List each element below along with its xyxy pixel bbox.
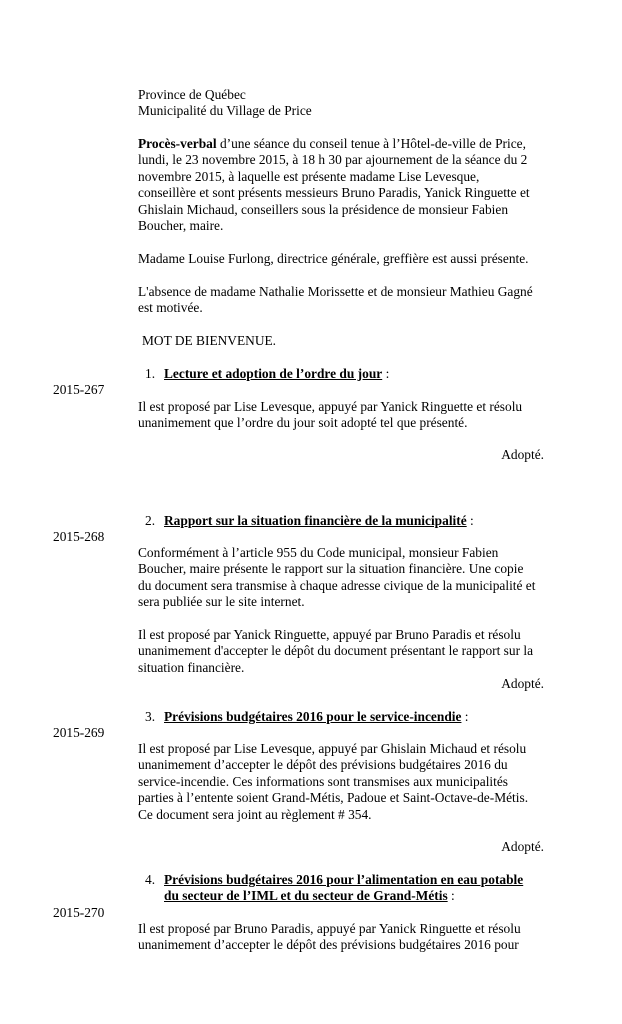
intro-line: d’une séance du conseil tenue à l’Hôtel-de-ville de Price, bbox=[216, 136, 526, 151]
item-number: 3. bbox=[145, 709, 156, 724]
welcome-heading: MOT DE BIENVENUE. bbox=[142, 333, 277, 348]
agenda-item-1-heading: 1. Lecture et adoption de l’ordre du jour : bbox=[145, 366, 390, 381]
intro-line: conseillère et sont présents messieurs Bruno Paradis, Yanick Ringuette et bbox=[138, 185, 530, 201]
resolution-number: 2015-268 bbox=[53, 529, 105, 544]
agenda-item-2-heading: 2. Rapport sur la situation financière de la municipalité : bbox=[145, 513, 474, 528]
resolution-text: Il est proposé par Lise Levesque, appuyé par Ghislain Michaud et résolu unanimement d’accepter le dépôt des prévisions budgétaires 2016 du service-incendie. Ces informations sont transmises aux municipalités parties à l’entente soient Grand-Métis, Padoue et Saint-Octave-de-Métis. Ce document sera joint au règlement # 354. bbox=[138, 741, 529, 822]
director-paragraph: Madame Louise Furlong, directrice générale, greffière est aussi présente. bbox=[138, 251, 529, 266]
resolution-number: 2015-269 bbox=[53, 725, 105, 740]
adopted-label: Adopté. bbox=[501, 676, 544, 691]
intro-line: Boucher, maire. bbox=[138, 218, 224, 234]
resolution-number: 2015-270 bbox=[53, 905, 105, 920]
absence-paragraph: L'absence de madame Nathalie Morissette et de monsieur Mathieu Gagné est motivée. bbox=[138, 284, 533, 316]
item-title: Rapport sur la situation financière de la municipalité bbox=[164, 513, 467, 528]
resolution-text: Il est proposé par Yanick Ringuette, appuyé par Bruno Paradis et résolu unanimement d'accepter le dépôt du document présentant le rapport sur la situation financière. bbox=[138, 627, 534, 675]
resolution-number: 2015-267 bbox=[53, 382, 105, 397]
resolution-text: Il est proposé par Bruno Paradis, appuyé par Yanick Ringuette et résolu unanimement d’accepter le dépôt des prévisions budgétaires 2016 pour bbox=[138, 921, 521, 953]
municipality-line: Municipalité du Village de Price bbox=[138, 103, 312, 119]
intro-line: Ghislain Michaud, conseillers sous la présidence de monsieur Fabien bbox=[138, 201, 509, 217]
item-number: 2. bbox=[145, 513, 156, 528]
province-line: Province de Québec bbox=[138, 87, 246, 102]
intro-line: novembre 2015, à laquelle est présente madame Lise Levesque, bbox=[138, 168, 480, 184]
item-number: 4. bbox=[145, 872, 156, 887]
agenda-item-4-heading: 4. Prévisions budgétaires 2016 pour l’alimentation en eau potable du secteur de l’IML et du secteur de Grand-Métis : bbox=[145, 872, 524, 904]
item-title: Prévisions budgétaires 2016 pour l’alimentation en eau potable bbox=[164, 872, 524, 887]
adopted-label: Adopté. bbox=[501, 447, 544, 462]
intro-line: lundi, le 23 novembre 2015, à 18 h 30 par ajournement de la séance du 2 bbox=[138, 152, 528, 168]
resolution-text: Conformément à l’article 955 du Code municipal, monsieur Fabien Boucher, maire présente le rapport sur la situation financière. Une copie du document sera transmise à chaque adresse civique de la municipalité et sera publiée sur le site internet. bbox=[138, 545, 536, 610]
item-title: Lecture et adoption de l’ordre du jour bbox=[164, 366, 383, 381]
adopted-label: Adopté. bbox=[501, 839, 544, 854]
proces-verbal-label: Procès-verbal bbox=[138, 136, 217, 151]
document-header bbox=[138, 87, 568, 120]
item-title: Prévisions budgétaires 2016 pour le service-incendie bbox=[164, 709, 462, 724]
resolution-text: Il est proposé par Lise Levesque, appuyé par Yanick Ringuette et résolu unanimement que l’ordre du jour soit adopté tel que présenté. bbox=[138, 399, 523, 431]
intro-paragraph bbox=[138, 136, 568, 234]
item-title: du secteur de l’IML et du secteur de Grand-Métis bbox=[164, 888, 448, 904]
item-number: 1. bbox=[145, 366, 156, 381]
agenda-item-3-heading: 3. Prévisions budgétaires 2016 pour le service-incendie : bbox=[145, 709, 469, 724]
